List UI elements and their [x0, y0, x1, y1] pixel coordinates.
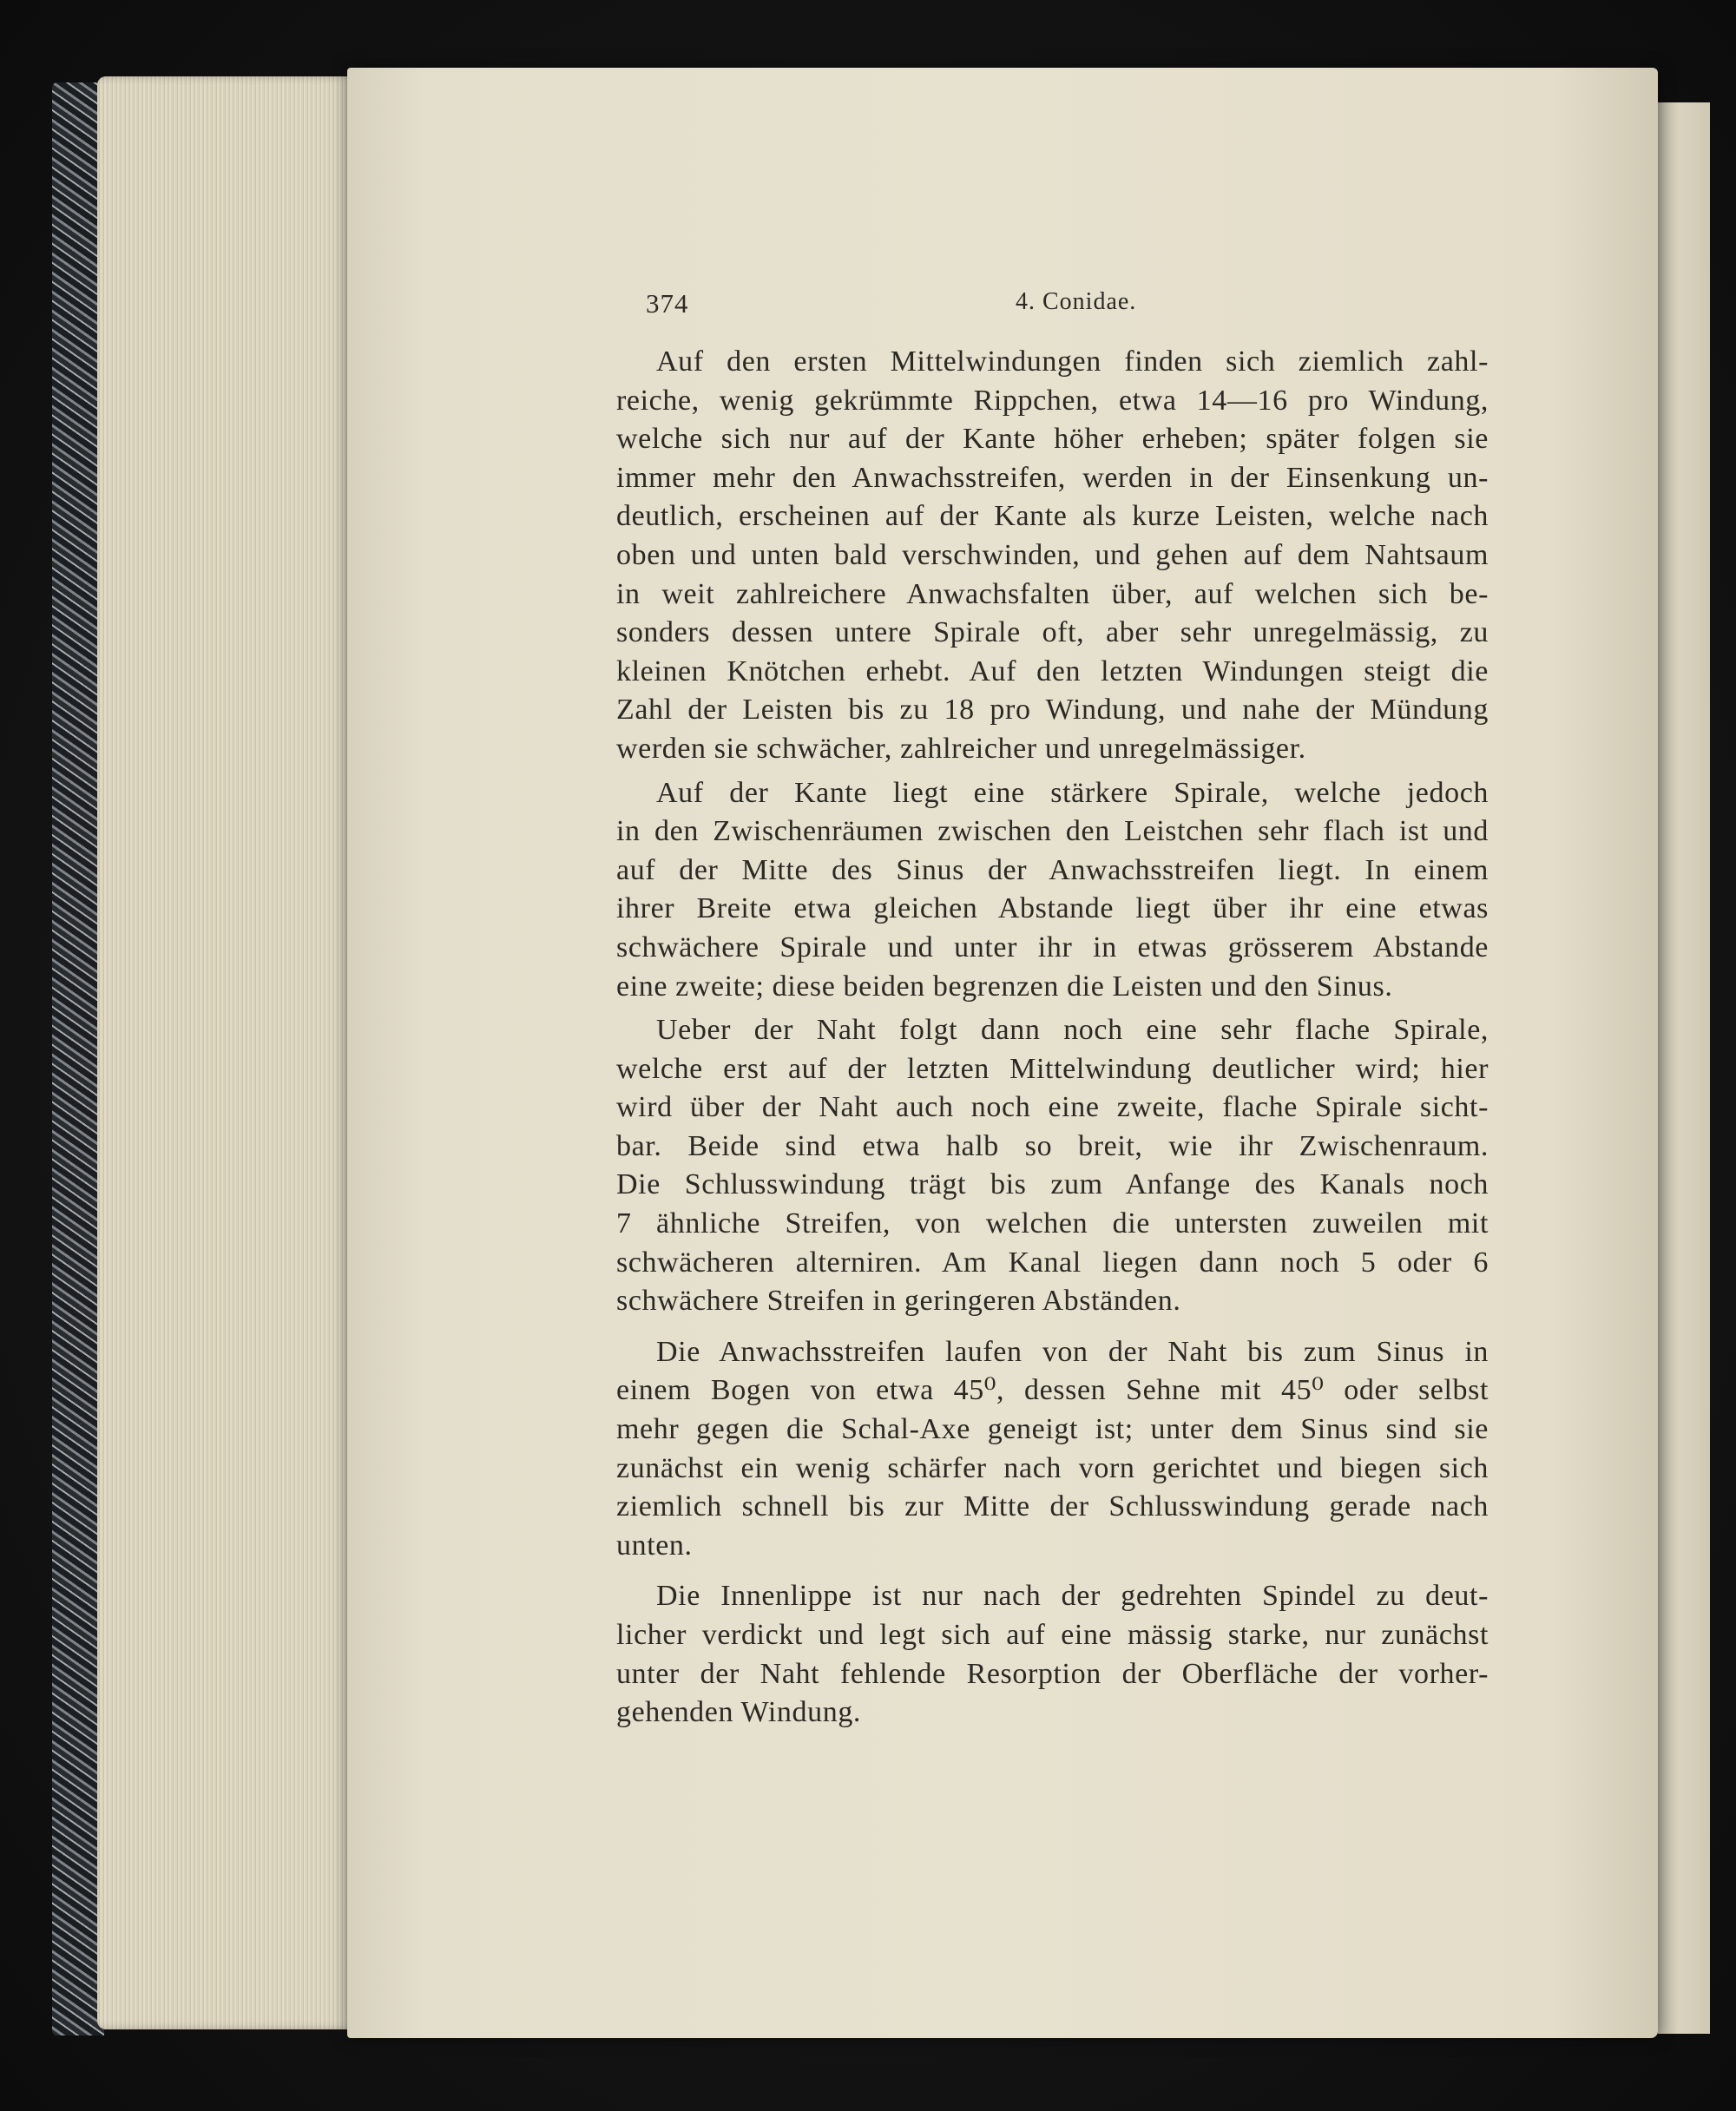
- text-line: in weit zahlreichere Anwachsfalten über, auf welchen sich be-: [616, 577, 1489, 610]
- book-cover-edge: [52, 82, 104, 2035]
- text-line: unter der Naht fehlende Resorption der Oberfläche der vorher-: [616, 1657, 1489, 1690]
- text-line: zunächst ein wenig schärfer nach vorn gerichtet und biegen sich: [616, 1451, 1489, 1484]
- text-line: Die Schlusswindung trägt bis zum Anfange des Kanals noch: [616, 1168, 1489, 1201]
- text-line: ziemlich schnell bis zur Mitte der Schlusswindung gerade nach: [616, 1490, 1489, 1523]
- text-line: immer mehr den Anwachsstreifen, werden in der Einsenkung un-: [616, 461, 1489, 494]
- text-line: schwächeren alterniren. Am Kanal liegen dann noch 5 oder 6: [616, 1246, 1489, 1279]
- text-line: werden sie schwächer, zahlreicher und unregelmässiger.: [616, 732, 1306, 765]
- text-line: auf der Mitte des Sinus der Anwachsstreifen liegt. In einem: [616, 853, 1489, 886]
- paragraph: [616, 1577, 1489, 1732]
- text-line: Die Innenlippe ist nur nach der gedrehten Spindel zu deut-: [656, 1580, 1489, 1613]
- paragraph: [616, 1011, 1489, 1321]
- paragraph-gap: [616, 1565, 1489, 1577]
- text-line: reiche, wenig gekrümmte Rippchen, etwa 14—16 pro Windung,: [616, 384, 1489, 417]
- facing-page-edge: [1658, 102, 1710, 2034]
- page-stack-left: [97, 76, 384, 2029]
- body-text: [616, 343, 1489, 1733]
- text-line: Auf den ersten Mittelwindungen finden sich ziemlich zahl-: [656, 345, 1489, 378]
- text-line: Ueber der Naht folgt dann noch eine sehr flache Spirale,: [656, 1014, 1489, 1047]
- page-number: 374: [646, 288, 689, 319]
- text-line: schwächere Streifen in geringeren Abständen.: [616, 1285, 1181, 1318]
- text-line: welche sich nur auf der Kante höher erheben; später folgen sie: [616, 423, 1489, 456]
- text-line: bar. Beide sind etwa halb so breit, wie ihr Zwischenraum.: [616, 1129, 1489, 1162]
- text-line: in den Zwischenräumen zwischen den Leistchen sehr flach ist und: [616, 815, 1489, 848]
- text-line: ihrer Breite etwa gleichen Abstande liegt über ihr eine etwas: [616, 892, 1489, 925]
- page-header: [634, 288, 1380, 332]
- text-line: 7 ähnliche Streifen, von welchen die untersten zuweilen mit: [616, 1207, 1489, 1240]
- text-line: eine zweite; diese beiden begrenzen die Leisten und den Sinus.: [616, 970, 1393, 1003]
- paragraph-gap: [616, 1321, 1489, 1333]
- text-line: kleinen Knötchen erhebt. Auf den letzten Windungen steigt die: [616, 654, 1489, 687]
- text-line: mehr gegen die Schal-Axe geneigt ist; unter dem Sinus sind sie: [616, 1413, 1489, 1446]
- text-line: gehenden Windung.: [616, 1696, 862, 1729]
- text-line: sonders dessen untere Spirale oft, aber sehr unregelmässig, zu: [616, 616, 1489, 649]
- text-line: licher verdickt und legt sich auf eine mässig starke, nur zunächst: [616, 1619, 1489, 1651]
- text-line: schwächere Spirale und unter ihr in etwas grösserem Abstande: [616, 931, 1489, 963]
- text-line: unten.: [616, 1529, 693, 1562]
- running-head: 4. Conidae.: [1016, 288, 1137, 315]
- text-line: wird über der Naht auch noch eine zweite, flache Spirale sicht-: [616, 1091, 1489, 1124]
- text-line: welche erst auf der letzten Mittelwindung deutlicher wird; hier: [616, 1052, 1489, 1085]
- text-line: einem Bogen von etwa 45⁰, dessen Sehne mit 45⁰ oder selbst: [616, 1374, 1489, 1407]
- text-line: deutlich, erscheinen auf der Kante als kurze Leisten, welche nach: [616, 500, 1489, 533]
- paragraph: [616, 343, 1489, 769]
- text-line: oben und unten bald verschwinden, und gehen auf dem Nahtsaum: [616, 538, 1489, 571]
- text-line: Zahl der Leisten bis zu 18 pro Windung, und nahe der Mündung: [616, 694, 1489, 727]
- text-line: Die Anwachsstreifen laufen von der Naht bis zum Sinus in: [656, 1335, 1489, 1368]
- text-line: Auf der Kante liegt eine stärkere Spirale, welche jedoch: [656, 776, 1489, 809]
- paragraph: [616, 774, 1489, 1007]
- paragraph: [616, 1333, 1489, 1566]
